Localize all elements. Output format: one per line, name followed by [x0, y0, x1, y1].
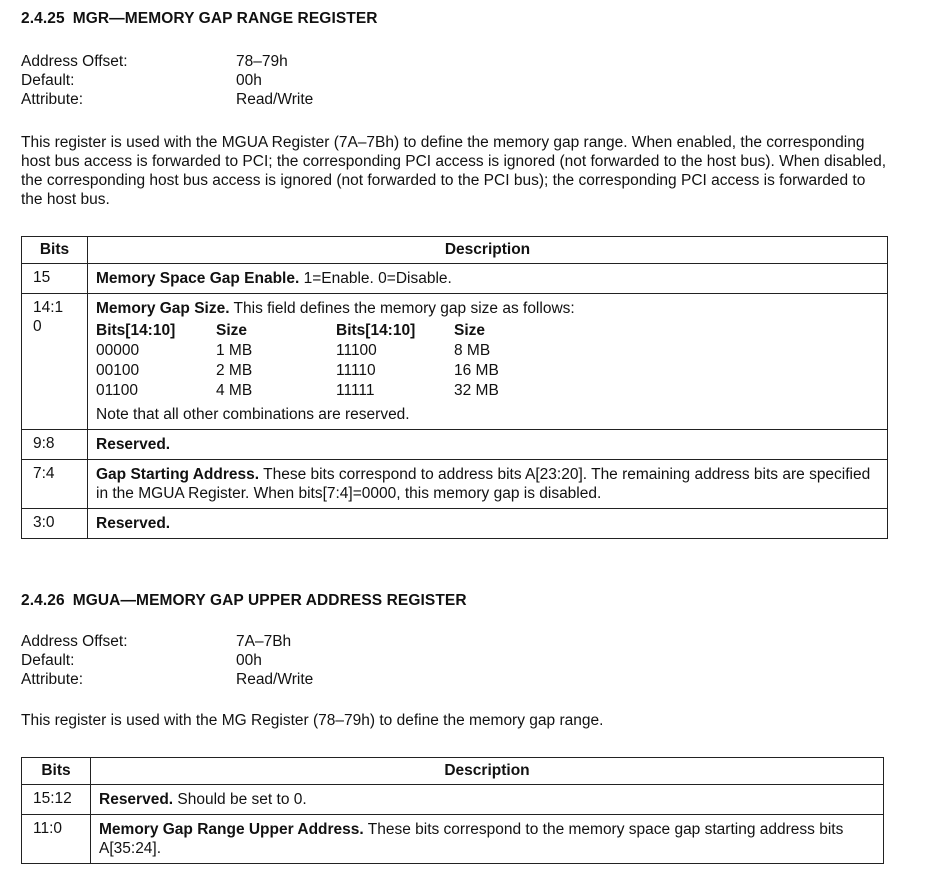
field-value: 7A–7Bh — [236, 633, 292, 650]
column-header-bits: Bits — [22, 758, 91, 785]
table-header-row — [22, 758, 884, 785]
column-header-bits: Bits — [22, 237, 88, 264]
field-label: Attribute: — [21, 671, 84, 688]
field-value: Read/Write — [236, 91, 314, 108]
table-header-row — [22, 237, 888, 264]
field-text: 1=Enable. 0=Disable. — [299, 270, 452, 287]
field-value: 00h — [236, 652, 262, 669]
size-cell: 1 MB — [216, 342, 253, 359]
section-title-mgr — [21, 10, 378, 28]
description-paragraph: This register is used with the MGUA Register (7A–7Bh) to define the memory gap range. When enabled, the corresponding host bus access is forwarded to PCI; the corresponding PCI access is ignored (not forwarded to the host bus). When disabled, the corresponding host bus access is ignored (not forwarded to the PCI bus); the corresponding PCI access is forwarded to the host bus. — [21, 134, 887, 208]
description-cell — [88, 264, 888, 294]
field-name: Reserved. — [99, 791, 174, 808]
section-number: 2.4.26 — [21, 592, 65, 609]
field-label: Default: — [21, 652, 75, 669]
field-label: Attribute: — [21, 91, 84, 108]
section-heading: MGR—MEMORY GAP RANGE REGISTER — [72, 10, 378, 27]
field-text: Should be set to 0. — [173, 791, 307, 808]
field-text: This field defines the memory gap size as follows: — [229, 300, 575, 317]
field-label: Address Offset: — [21, 53, 128, 70]
description-cell — [91, 785, 884, 815]
bits-cell: 3:0 — [22, 509, 88, 539]
table-row — [22, 294, 888, 430]
register-info-mgr — [21, 52, 313, 109]
column-header-description: Description — [91, 758, 884, 785]
field-text: These bits correspond to address bits A[23:20]. The remaining address bits are specified in the MGUA Register. When bits[7:4]=0000, this memory gap is disabled. — [96, 466, 871, 502]
table-row — [22, 509, 888, 539]
section-heading: MGUA—MEMORY GAP UPPER ADDRESS REGISTER — [72, 592, 467, 609]
field-name: Memory Gap Range Upper Address. — [99, 821, 364, 838]
field-name: Reserved. — [96, 515, 171, 532]
field-row — [21, 670, 313, 689]
bits-table-mgua — [21, 757, 884, 864]
table-row — [22, 785, 884, 815]
size-header: Bits[14:10] — [96, 322, 176, 339]
size-cell: 8 MB — [454, 342, 491, 359]
size-cell: 2 MB — [216, 362, 253, 379]
field-label: Address Offset: — [21, 633, 128, 650]
size-cell: 00000 — [96, 342, 140, 359]
description-cell — [91, 815, 884, 864]
table-row — [22, 460, 888, 509]
table-row — [22, 815, 884, 864]
description-paragraph: This register is used with the MG Register (78–79h) to define the memory gap range. — [21, 712, 604, 729]
field-value: 78–79h — [236, 53, 288, 70]
description-cell — [88, 430, 888, 460]
size-cell: 11100 — [336, 342, 377, 359]
section-number: 2.4.25 — [21, 10, 65, 27]
description-cell — [88, 460, 888, 509]
register-info-mgua — [21, 632, 313, 689]
field-text: These bits correspond to the memory space gap starting address bits A[35:24]. — [99, 821, 844, 857]
field-row — [21, 90, 313, 109]
size-cell: 01100 — [96, 382, 138, 399]
gap-size-table — [96, 321, 879, 401]
field-row — [21, 71, 313, 90]
size-cell: 00100 — [96, 362, 140, 379]
size-cell: 4 MB — [216, 382, 253, 399]
field-name: Memory Space Gap Enable. — [96, 270, 300, 287]
description-cell — [88, 509, 888, 539]
size-header: Bits[14:10] — [336, 322, 416, 339]
bits-cell: 15 — [22, 264, 88, 294]
bits-cell: 11:0 — [22, 815, 91, 864]
size-header: Size — [454, 322, 486, 339]
field-value: 00h — [236, 72, 262, 89]
size-header: Size — [216, 322, 248, 339]
size-cell: 16 MB — [454, 362, 499, 379]
column-header-description: Description — [88, 237, 888, 264]
table-row — [22, 264, 888, 294]
size-cell: 11110 — [336, 362, 376, 379]
description-cell — [88, 294, 888, 430]
bits-cell: 14:1 0 — [22, 294, 88, 430]
field-label: Default: — [21, 72, 75, 89]
field-value: Read/Write — [236, 671, 314, 688]
bits-cell: 7:4 — [22, 460, 88, 509]
size-cell: 11111 — [336, 382, 375, 399]
reserved-note: Note that all other combinations are reserved. — [96, 406, 410, 423]
field-row — [21, 632, 313, 651]
field-name: Memory Gap Size. — [96, 300, 230, 317]
field-name: Reserved. — [96, 436, 171, 453]
field-name: Gap Starting Address. — [96, 466, 260, 483]
field-row — [21, 52, 313, 71]
bits-table-mgr — [21, 236, 888, 539]
section-title-mgua — [21, 592, 467, 610]
field-row — [21, 651, 313, 670]
size-cell: 32 MB — [454, 382, 499, 399]
bits-cell: 9:8 — [22, 430, 88, 460]
bits-cell: 15:12 — [22, 785, 91, 815]
table-row — [22, 430, 888, 460]
